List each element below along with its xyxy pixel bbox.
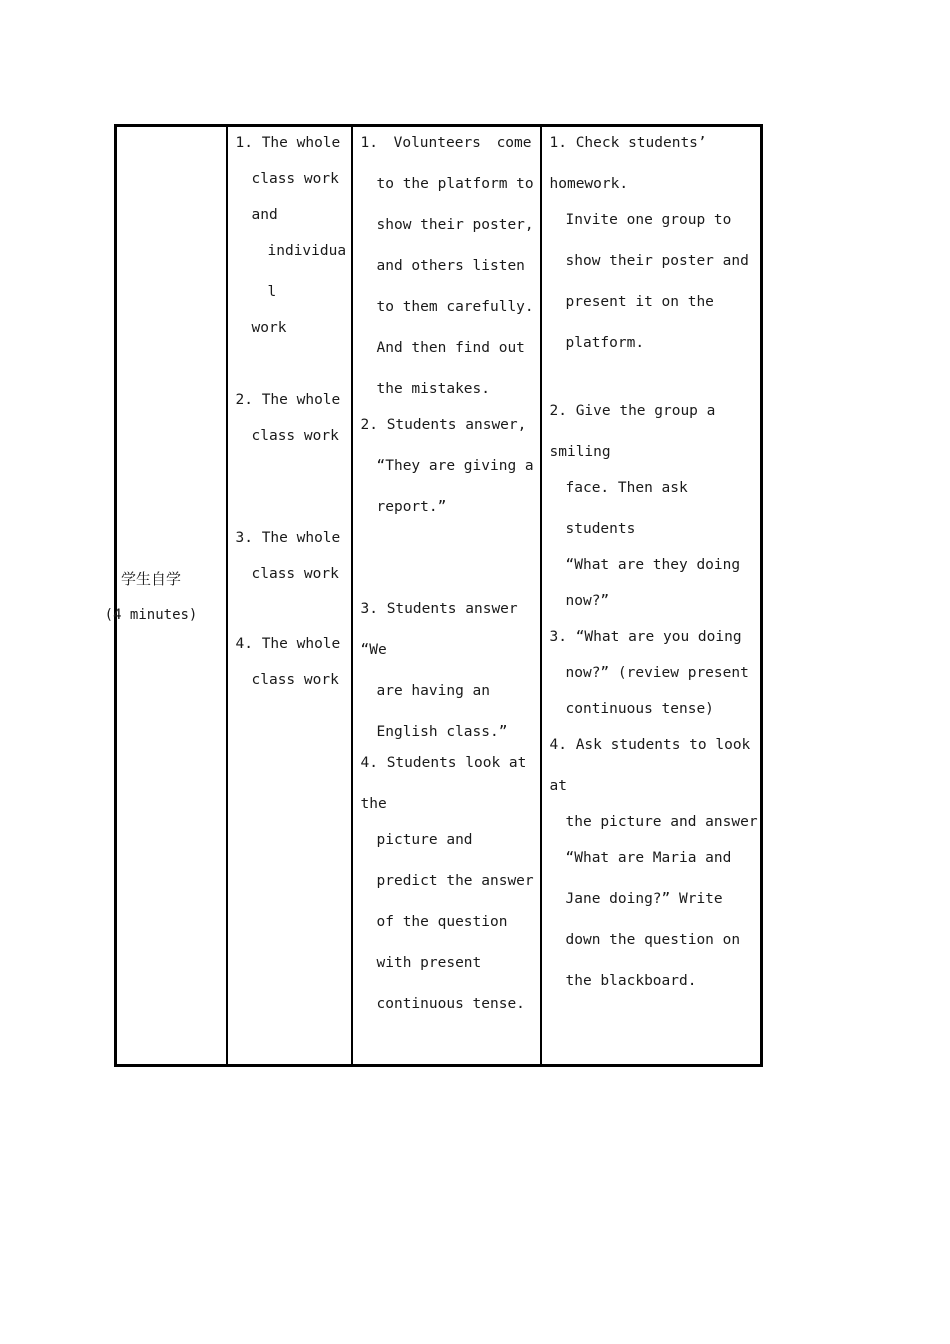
organization-item-1: 1. The whole class work and individua l work	[235, 135, 347, 336]
organization-cell	[227, 126, 352, 1066]
organization-item-2: 2. The whole class work	[235, 392, 341, 444]
student-activity-item-2: 2. Students answer, “They are giving a report.”	[360, 417, 534, 515]
teacher-activity-cell	[541, 126, 762, 1066]
teacher-activity-item-1: 1. Check students’ homework. Invite one group to show their poster and present it on the platform.	[549, 135, 749, 351]
stage-label	[91, 561, 231, 633]
student-activity-item-3: 3. Students answer “We are having an English class.”	[360, 601, 518, 740]
stage-title: 学生自学	[120, 570, 181, 588]
teacher-activity-item-3: 3. “What are you doing now?” (review present continuous tense)	[549, 629, 749, 717]
organization-item-3: 3. The whole class work	[235, 530, 341, 582]
student-activity-cell	[352, 126, 541, 1066]
teacher-activity-item-2: 2. Give the group a smiling face. Then ask students “What are they doing now?”	[549, 403, 741, 609]
student-activity-item-4: 4. Students look at the picture and predict the answer of the question with present continuous tense.	[360, 755, 534, 1012]
teacher-activity-item-4: 4. Ask students to look at the picture and answer “What are Maria and Jane doing?” Write down the question on the blackboard.	[549, 737, 758, 989]
stage-cell	[104, 126, 227, 1066]
lesson-plan-table	[104, 124, 763, 1067]
table-row	[116, 126, 762, 1066]
organization-item-4: 4. The whole class work	[235, 636, 341, 688]
stage-time: (4 minutes)	[104, 607, 198, 623]
student-activity-item-1: 1. Volunteers come to the platform to show their poster, and others listen to them carefully. And then find out the mistakes.	[360, 135, 534, 397]
